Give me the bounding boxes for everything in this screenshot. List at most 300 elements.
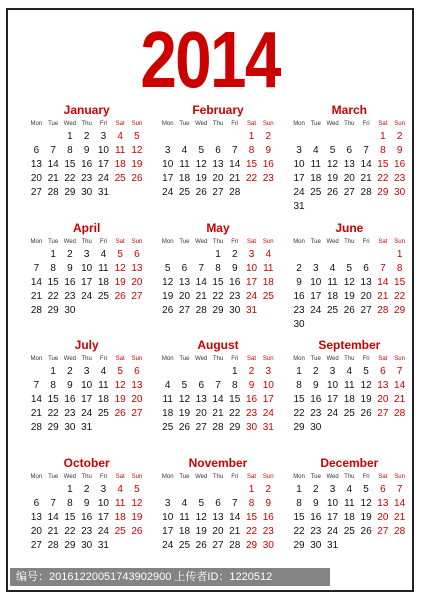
week-row (28, 276, 145, 290)
day-cell (159, 365, 176, 379)
day-cell: 31 (97, 539, 109, 551)
day-cell: 13 (212, 511, 224, 523)
day-cell: 19 (360, 394, 372, 405)
weekday-label: Thu (344, 238, 355, 245)
day-cell: 28 (394, 408, 406, 419)
week-row (159, 525, 276, 539)
week-row (159, 379, 276, 393)
day-cell: 26 (360, 525, 372, 537)
day-cell: 14 (47, 159, 59, 170)
day-cell: 7 (33, 262, 40, 274)
day-cell: 5 (117, 366, 123, 377)
day-cell: 11 (344, 497, 355, 509)
day-cell: 20 (178, 290, 191, 302)
weekday-label: Tue (310, 473, 321, 480)
day-cell: 6 (181, 262, 188, 274)
day-cell: 3 (296, 145, 302, 156)
weekday-label: Tue (310, 238, 321, 245)
day-cell: 14 (212, 394, 224, 405)
day-cell: 19 (178, 408, 191, 419)
weekday-label: Fri (99, 356, 107, 362)
day-cell: 18 (310, 173, 322, 184)
day-cell: 23 (81, 173, 93, 184)
day-cell (391, 200, 408, 214)
weekday-header (291, 471, 408, 483)
week-row (291, 365, 408, 379)
day-cell: 22 (293, 525, 305, 537)
week-row (291, 290, 408, 304)
day-cell: 15 (377, 159, 389, 170)
day-cell: 10 (97, 145, 109, 156)
day-cell (28, 483, 45, 497)
day-cell: 16 (81, 511, 93, 523)
day-cell: 13 (212, 159, 224, 170)
day-cell: 2 (83, 483, 90, 495)
day-cell (260, 304, 277, 318)
week-row (159, 407, 276, 421)
weekday-label: Fri (362, 473, 370, 480)
day-cell: 11 (114, 497, 126, 509)
day-cell: 6 (33, 497, 40, 509)
day-cell: 20 (377, 511, 389, 523)
day-cell: 15 (64, 511, 76, 523)
day-cell: 22 (64, 525, 76, 537)
day-cell: 17 (162, 525, 174, 537)
month-name: April (72, 220, 101, 235)
day-cell: 11 (344, 380, 355, 391)
day-cell: 12 (131, 497, 143, 509)
week-row (28, 130, 145, 144)
day-cell: 14 (229, 159, 241, 170)
weekday-label: Fri (99, 121, 107, 127)
day-cell: 16 (310, 511, 322, 523)
day-cell (112, 421, 129, 435)
day-cell: 16 (81, 159, 93, 170)
day-cell: 10 (326, 380, 339, 391)
day-cell: 7 (198, 262, 204, 274)
day-cell: 28 (30, 304, 42, 316)
day-cell: 1 (296, 366, 302, 377)
weekday-label: Fri (362, 121, 370, 127)
day-cell: 26 (195, 539, 207, 551)
day-cell: 16 (64, 276, 76, 288)
day-cell: 11 (327, 276, 338, 288)
day-cell (28, 248, 45, 262)
day-cell: 21 (47, 173, 59, 184)
day-cell: 22 (64, 173, 76, 184)
week-row (28, 304, 145, 318)
week-row (291, 276, 408, 290)
week-row (159, 393, 276, 407)
weekday-label: Thu (212, 238, 224, 245)
weekday-label: Thu (212, 356, 224, 362)
day-cell: 29 (47, 304, 59, 316)
day-cell: 4 (329, 262, 336, 274)
week-row (159, 276, 276, 290)
day-cell (176, 248, 193, 262)
day-cell: 24 (326, 525, 339, 537)
day-cell: 4 (346, 366, 353, 377)
day-cell: 16 (293, 290, 305, 302)
day-cell: 27 (131, 408, 143, 419)
day-cell: 1 (248, 131, 255, 142)
day-cell: 6 (215, 145, 221, 156)
day-cell: 15 (245, 511, 258, 523)
day-cell: 4 (164, 380, 171, 391)
week-row (28, 379, 145, 393)
day-cell: 5 (198, 145, 204, 156)
day-cell: 10 (293, 159, 305, 170)
day-cell: 29 (47, 422, 59, 433)
weekday-label: Sun (131, 473, 143, 480)
day-cell: 5 (134, 483, 140, 495)
week-row (159, 365, 276, 379)
week-row (159, 539, 276, 553)
day-cell: 30 (293, 318, 305, 330)
day-cell: 31 (245, 304, 258, 316)
month-name: February (192, 103, 244, 117)
weekday-header (291, 118, 408, 130)
day-cell (341, 130, 358, 144)
day-cell: 26 (114, 290, 126, 302)
month-june (291, 220, 408, 338)
day-cell: 10 (326, 497, 339, 509)
day-cell: 29 (377, 187, 389, 198)
day-cell: 6 (215, 497, 221, 509)
day-cell: 29 (293, 422, 305, 433)
day-cell: 9 (248, 380, 255, 391)
day-cell: 17 (326, 511, 339, 523)
day-cell: 12 (114, 262, 126, 274)
day-cell (159, 130, 176, 144)
day-cell: 6 (346, 145, 353, 156)
weekday-label: Wed (326, 121, 339, 127)
week-row (28, 483, 145, 497)
week-row (159, 421, 276, 435)
day-cell: 28 (229, 539, 241, 551)
day-cell: 8 (231, 380, 238, 391)
day-cell: 3 (164, 497, 171, 509)
day-cell: 31 (293, 201, 305, 212)
day-cell: 12 (131, 145, 143, 156)
day-cell: 18 (114, 159, 126, 170)
week-row (159, 248, 276, 262)
day-cell: 18 (262, 276, 274, 288)
week-row (28, 511, 145, 525)
day-cell: 12 (360, 497, 372, 509)
day-cell: 28 (195, 304, 207, 316)
day-cell (324, 130, 341, 144)
day-cell: 6 (198, 380, 204, 391)
day-cell (226, 483, 243, 497)
day-cell: 8 (380, 145, 386, 156)
week-row (159, 130, 276, 144)
weekday-label: Fri (231, 473, 239, 480)
month-september (291, 337, 408, 455)
day-cell: 21 (377, 290, 389, 302)
day-cell: 4 (100, 248, 107, 260)
week-row (291, 186, 408, 200)
day-cell: 19 (360, 511, 372, 523)
day-cell: 8 (50, 380, 56, 391)
day-cell: 26 (131, 525, 143, 537)
day-cell: 7 (363, 145, 369, 156)
week-row (291, 421, 408, 435)
day-cell: 25 (326, 304, 339, 316)
weekday-label: Sun (394, 121, 405, 127)
day-cell (129, 304, 146, 318)
day-cell: 29 (394, 304, 406, 316)
day-cell: 1 (248, 483, 255, 495)
weekday-label: Tue (48, 356, 59, 362)
day-cell: 18 (162, 408, 174, 419)
day-cell: 23 (245, 408, 258, 419)
day-cell: 6 (380, 366, 386, 377)
week-row (28, 407, 145, 421)
weekday-label: Mon (293, 356, 305, 362)
month-october (28, 455, 145, 573)
day-cell: 7 (50, 145, 56, 156)
day-cell (193, 130, 210, 144)
week-row (291, 379, 408, 393)
day-cell (28, 365, 45, 379)
day-cell: 12 (326, 159, 339, 170)
day-cell: 2 (83, 131, 90, 142)
day-cell: 22 (212, 290, 224, 302)
weekday-label: Wed (63, 473, 77, 480)
weekday-label: Thu (344, 121, 355, 127)
week-row (291, 172, 408, 186)
weekday-label: Sat (247, 238, 257, 245)
weekday-label: Tue (48, 473, 59, 480)
day-cell (358, 318, 375, 332)
day-cell: 11 (98, 262, 109, 274)
day-cell: 8 (296, 497, 302, 509)
day-cell: 2 (67, 366, 73, 377)
day-cell (391, 318, 408, 332)
month-name: December (320, 455, 379, 470)
week-row (159, 497, 276, 511)
day-cell: 27 (178, 304, 191, 316)
day-cell: 17 (326, 394, 339, 405)
day-cell (358, 248, 375, 262)
weekday-label: Wed (195, 238, 208, 245)
weekday-label: Mon (161, 238, 174, 245)
month-march (291, 102, 408, 220)
day-cell (129, 539, 146, 553)
day-cell: 20 (212, 173, 224, 184)
day-cell: 22 (229, 408, 241, 419)
day-cell: 8 (296, 380, 302, 391)
day-cell (45, 483, 62, 497)
day-cell (358, 200, 375, 214)
day-cell: 30 (229, 304, 241, 316)
weekday-label: Sat (115, 238, 125, 245)
day-cell: 27 (212, 187, 224, 198)
day-cell: 14 (229, 511, 241, 523)
month-january (28, 102, 145, 220)
day-cell: 13 (360, 276, 372, 288)
weekday-label: Sun (262, 473, 274, 480)
day-cell: 23 (310, 408, 322, 419)
day-cell: 12 (162, 276, 174, 288)
day-cell: 15 (47, 394, 59, 405)
day-cell: 3 (329, 483, 336, 495)
weekday-header (159, 353, 276, 365)
day-cell: 14 (47, 511, 59, 523)
day-cell: 29 (245, 539, 258, 551)
day-cell (307, 130, 324, 144)
day-cell: 22 (394, 290, 406, 302)
week-row (291, 304, 408, 318)
day-cell: 7 (396, 483, 403, 495)
day-cell: 20 (30, 525, 42, 537)
day-cell: 4 (265, 248, 272, 260)
day-cell: 2 (265, 131, 272, 142)
day-cell: 8 (215, 262, 221, 274)
day-cell: 27 (30, 187, 42, 198)
day-cell: 27 (377, 408, 389, 419)
weekday-label: Sat (247, 473, 257, 480)
day-cell: 15 (293, 394, 305, 405)
day-cell: 10 (81, 380, 93, 391)
day-cell: 20 (377, 394, 389, 405)
day-cell (112, 186, 129, 200)
day-cell: 10 (245, 262, 258, 274)
weekday-label: Sat (247, 121, 257, 127)
month-may (159, 220, 276, 338)
day-cell: 19 (343, 290, 355, 302)
day-cell: 18 (343, 511, 355, 523)
day-cell: 19 (131, 511, 143, 523)
day-cell: 18 (178, 173, 191, 184)
day-cell: 16 (64, 394, 76, 405)
day-cell (324, 248, 341, 262)
weekday-label: Fri (231, 238, 239, 245)
day-cell: 10 (262, 380, 274, 391)
weekday-header (28, 353, 145, 365)
weekday-label: Mon (293, 473, 305, 480)
day-cell: 8 (50, 262, 56, 274)
day-cell: 25 (162, 422, 174, 433)
day-cell: 27 (343, 187, 355, 198)
day-cell: 28 (47, 539, 59, 551)
week-row (291, 511, 408, 525)
day-cell: 7 (50, 497, 56, 509)
day-cell: 25 (178, 187, 191, 198)
day-cell: 8 (248, 145, 255, 156)
day-cell: 16 (394, 159, 406, 170)
weekday-label: Sat (115, 356, 125, 362)
weekday-label: Thu (212, 121, 224, 127)
day-cell: 23 (262, 525, 274, 537)
month-name: March (331, 103, 367, 117)
day-cell: 3 (313, 262, 319, 274)
week-row (28, 421, 145, 435)
day-cell (210, 365, 227, 379)
weekday-label: Fri (362, 356, 370, 362)
day-cell: 24 (97, 525, 109, 537)
day-cell: 9 (67, 262, 73, 274)
day-cell: 17 (97, 159, 109, 170)
week-row (159, 304, 276, 318)
week-row (291, 200, 408, 214)
day-cell: 27 (360, 304, 372, 316)
day-cell: 25 (310, 187, 322, 198)
weekday-header (291, 353, 408, 365)
day-cell: 23 (262, 173, 274, 184)
day-cell: 20 (360, 290, 372, 302)
day-cell: 7 (33, 380, 40, 391)
weekday-label: Wed (326, 473, 339, 480)
day-cell: 30 (262, 539, 274, 551)
day-cell: 24 (245, 290, 258, 302)
day-cell: 24 (293, 187, 305, 198)
day-cell: 24 (262, 408, 274, 419)
day-cell: 1 (231, 366, 238, 377)
day-cell: 30 (81, 187, 93, 198)
month-november (159, 455, 276, 573)
day-cell: 25 (114, 525, 126, 537)
month-december (291, 455, 408, 573)
weekday-label: Wed (63, 238, 77, 245)
day-cell: 22 (293, 408, 305, 419)
day-cell: 8 (67, 145, 73, 156)
day-cell: 11 (114, 145, 126, 156)
weekday-label: Thu (81, 356, 92, 362)
day-cell: 20 (131, 394, 143, 405)
day-cell: 22 (377, 173, 389, 184)
day-cell: 7 (396, 366, 403, 377)
day-cell: 6 (134, 248, 140, 260)
day-cell (391, 421, 408, 435)
week-row (28, 186, 145, 200)
day-cell: 14 (195, 276, 207, 288)
day-cell: 31 (81, 422, 93, 433)
week-row (28, 248, 145, 262)
day-cell: 20 (212, 525, 224, 537)
day-cell: 16 (229, 276, 241, 288)
day-cell (324, 421, 341, 435)
day-cell: 7 (380, 262, 386, 274)
day-cell (243, 186, 260, 200)
day-cell: 13 (377, 497, 389, 509)
month-name: November (188, 455, 248, 470)
day-cell: 31 (326, 539, 339, 551)
day-cell (226, 130, 243, 144)
day-cell (374, 421, 391, 435)
day-cell: 15 (212, 276, 224, 288)
day-cell: 10 (162, 511, 174, 523)
day-cell: 5 (346, 262, 353, 274)
day-cell: 24 (162, 187, 174, 198)
week-row (291, 144, 408, 158)
day-cell: 10 (162, 159, 174, 170)
day-cell: 22 (245, 173, 258, 184)
day-cell: 28 (47, 187, 59, 198)
week-row (291, 262, 408, 276)
day-cell: 6 (134, 366, 140, 377)
weekday-label: Tue (179, 238, 190, 245)
day-cell: 30 (394, 187, 406, 198)
day-cell: 25 (262, 290, 274, 302)
week-row (291, 248, 408, 262)
day-cell: 4 (346, 483, 353, 495)
week-row (291, 130, 408, 144)
day-cell: 16 (245, 394, 258, 405)
week-row (291, 318, 408, 332)
day-cell: 21 (394, 394, 406, 405)
